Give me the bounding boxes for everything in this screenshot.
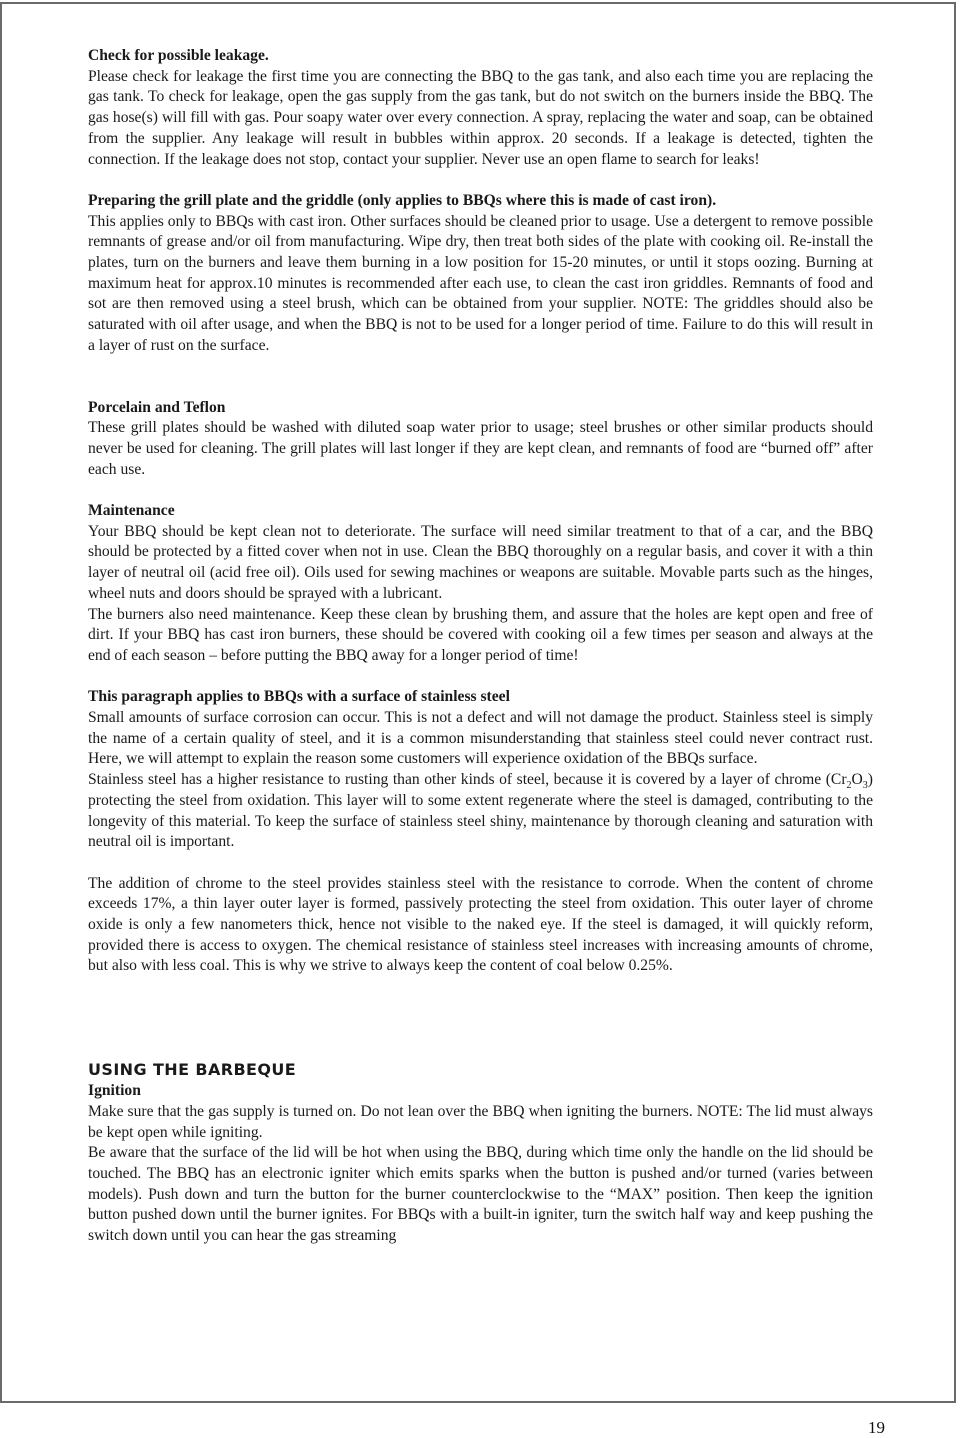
- maintenance-paragraph-1: Your BBQ should be kept clean not to deteriorate. The surface will need similar treatment to that of a car, and the BBQ should be protected by a fitted cover when not in use. Clean the BBQ thoroughly on a regular basis, and cover it with a thin layer of neutral oil (acid free oil). Oils used for sewing machines or weapons are suitable. Movable parts such as the hinges, wheel nuts and doors should be sprayed with a lubricant.: [88, 522, 873, 602]
- stainless-paragraph-1: Small amounts of surface corrosion can occur. This is not a defect and will not damage the product. Stainless steel is simply the name of a certain quality of steel, and it is a common misunderstanding that stainless steel could never contract rust. Here, we will attempt to explain the reason some customers will experience oxidation of the BBQs surface.: [88, 709, 873, 768]
- stainless-paragraph-2: [88, 770, 873, 853]
- stainless-text-a: Stainless steel has a higher resistance to rusting than other kinds of steel, because it is covered by a layer of chrome (Cr: [88, 771, 847, 789]
- subscript-3: 3: [862, 780, 868, 792]
- stainless-heading: This paragraph applies to BBQs with a surface of stainless steel: [88, 688, 510, 706]
- ignition-paragraph-2: Be aware that the surface of the lid will be hot when using the BBQ, during which time only the handle on the lid should be touched. The BBQ has an electronic igniter which emits sparks when the button is pushed and/or turned (varies between models). Push down and turn the button for the burner counterclockwise to the “MAX” position. Then keep the ignition button pushed down until the burner ignites. For BBQs with a built-in igniter, turn the switch half way and keep pushing the switch down until you can hear the gas streaming: [88, 1144, 873, 1245]
- stainless-text-c: ) protecting the steel from oxidation. This layer will to some extent regenerate where the steel is damaged, contributing to the longevity of this material. To keep the surface of stainless steel shiny, maintenance by thorough cleaning and saturation with neutral oil is important.: [88, 771, 873, 851]
- ignition-heading: Ignition: [88, 1082, 141, 1100]
- subscript-2: 2: [846, 780, 852, 792]
- maintenance-heading: Maintenance: [88, 502, 175, 520]
- stainless-text-b: O: [851, 771, 863, 789]
- page-number: 19: [868, 1418, 885, 1437]
- porcelain-heading: Porcelain and Teflon: [88, 398, 226, 416]
- leakage-paragraph: Please check for leakage the first time you are connecting the BBQ to the gas tank, and also each time you are replacing the gas tank. To check for leakage, open the gas supply from the gas tank, but do not switch on the burners inside the BBQ. The gas hose(s) will fill with gas. Pour soapy water over every connection. A spray, replacing the water and soap, can be obtained from the supplier. Any leakage will result in bubbles within approx. 20 seconds. If a leakage is detected, tighten the connection. If the leakage does not stop, contact your supplier. Never use an open flame to search for leaks!: [88, 67, 873, 168]
- ignition-paragraph-1: Make sure that the gas supply is turned on. Do not lean over the BBQ when igniting the burners. NOTE: The lid must always be kept open while igniting.: [88, 1102, 873, 1141]
- porcelain-paragraph: These grill plates should be washed with diluted soap water prior to usage; steel brushes or other similar products should never be used for cleaning. The grill plates will last longer if they are kept clean, and remnants of food are “burned off” after each use.: [88, 419, 873, 478]
- maintenance-paragraph-2: The burners also need maintenance. Keep these clean by brushing them, and assure that the holes are kept open and free of dirt. If your BBQ has cast iron burners, these should be covered with cooking oil a few times per season and always at the end of each season – before putting the BBQ away for a longer period of time!: [88, 605, 873, 664]
- grill-plate-heading: Preparing the grill plate and the griddle (only applies to BBQs where this is made of cast iron).: [88, 191, 717, 209]
- leakage-heading: Check for possible leakage.: [88, 47, 269, 64]
- grill-plate-paragraph: This applies only to BBQs with cast iron. Other surfaces should be cleaned prior to usage. Use a detergent to remove possible remnants of grease and/or oil from manufacturing. Wipe dry, then treat both sides of the plate with cooking oil. Re-install the plates, turn on the burners and leave them burning in a low position for 15-20 minutes, or until it stops oozing. Burning at maximum heat for approx.10 minutes is recommended after each use, to clean the cast iron griddles. Remnants of food and sot are then removed using a steel brush, which can be obtained from your supplier. NOTE: The griddles should also be saturated with oil after usage, and when the BBQ is not to be used for a longer period of time. Failure to do this will result in a layer of rust on the surface.: [88, 212, 873, 354]
- section-title-using: USING THE BARBEQUE: [88, 1060, 297, 1080]
- stainless-paragraph-3: The addition of chrome to the steel provides stainless steel with the resistance to corrode. When the content of chrome exceeds 17%, a thin layer outer layer is formed, passively protecting the steel from oxidation. This outer layer of chrome oxide is only a few nanometers thick, hence not visible to the naked eye. If the steel is damaged, it will quickly reform, provided there is access to oxygen. The chemical resistance of stainless steel increases with increasing amounts of chrome, but also with less coal. This is why we strive to always keep the content of coal below 0.25%.: [88, 874, 873, 975]
- document-body: [88, 46, 873, 1247]
